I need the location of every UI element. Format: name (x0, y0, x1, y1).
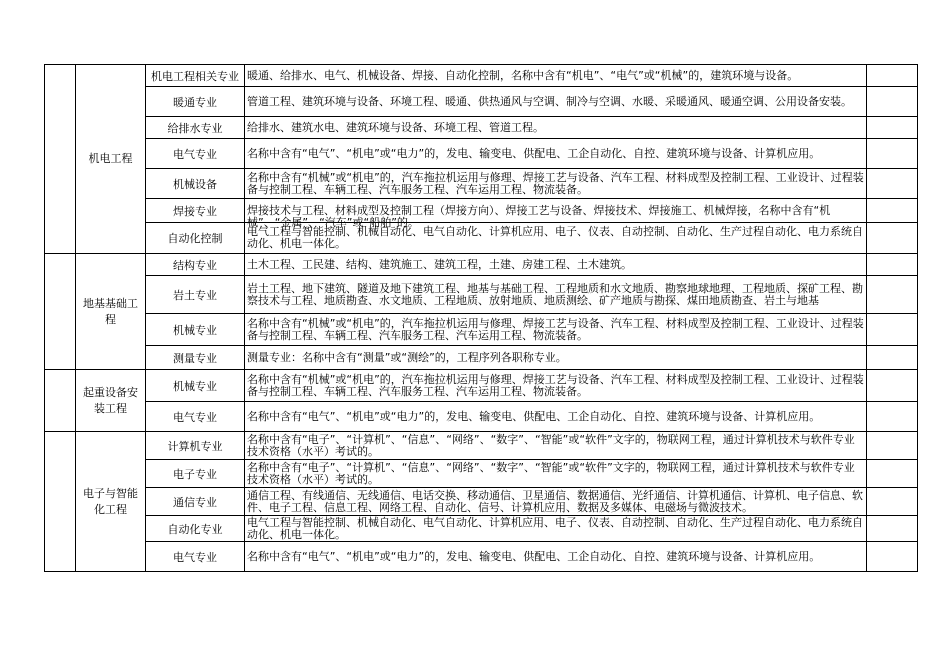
description-text: 测量专业：名称中含有“测量”或“测绘”的，工程序列各职称专业。 (247, 350, 567, 364)
major-cell: 暖通专业 (146, 87, 245, 117)
blank-cell (867, 460, 918, 488)
blank-cell (867, 314, 918, 346)
table-row (45, 169, 918, 199)
table-row (45, 460, 918, 488)
blank-cell (867, 169, 918, 199)
category-cell: 机电工程 (76, 65, 146, 254)
table-row (45, 254, 918, 276)
major-cell: 电气专业 (146, 542, 245, 572)
major-cell: 岩土专业 (146, 276, 245, 314)
table-row (45, 370, 918, 402)
major-cell: 机械专业 (146, 314, 245, 346)
table-row (45, 432, 918, 460)
description-text: 名称中含有“电气”、“机电”或“电力”的，发电、输变电、供配电、工企自动化、自控、建筑环境与设备、计算机应用。 (247, 409, 821, 423)
description-cell (245, 314, 867, 346)
table-row (45, 139, 918, 169)
description-text: 岩土工程、地下建筑、隧道及地下建筑工程、地基与基础工程、工程地质和水文地质、勘察地球地理、工程地质、探矿工程、勘察技术与工程、地质勘查、水文地质、工程地质、放射地质、地质测绘、矿产地质与勘探、煤田地质勘查、岩土与地基 (247, 281, 863, 307)
major-cell: 电子专业 (146, 460, 245, 488)
blank-cell (45, 432, 76, 572)
description-text: 土木工程、工民建、结构、建筑施工、建筑工程，土建、房建工程、土木建筑。 (247, 257, 632, 271)
description-cell (245, 276, 867, 314)
major-cell: 自动化控制 (146, 223, 245, 254)
description-cell (245, 139, 867, 169)
description-text: 名称中含有“电气”、“机电”或“电力”的，发电、输变电、供配电、工企自动化、自控、建筑环境与设备、计算机应用。 (247, 146, 821, 160)
blank-cell (867, 117, 918, 139)
category-cell: 电子与智能化工程 (76, 432, 146, 572)
description-cell (245, 223, 867, 254)
description-text: 名称中含有“机械”或“机电”的，汽车拖拉机运用与修理、焊接工艺与设备、汽车工程、材料成型及控制工程、工业设计、过程装备与控制工程、车辆工程、汽车服务工程、汽车运用工程、物流装备。 (247, 170, 864, 196)
major-cell: 机电工程相关专业 (146, 65, 245, 87)
table-row (45, 314, 918, 346)
description-cell (245, 542, 867, 572)
table-row (45, 542, 918, 572)
description-cell (245, 346, 867, 370)
majors-table (44, 64, 918, 572)
description-cell (245, 516, 867, 542)
description-text: 暖通、给排水、电气、机械设备、焊接、自动化控制，名称中含有“机电”、“电气”或“机械”的，建筑环境与设备。 (247, 68, 799, 82)
blank-cell (867, 516, 918, 542)
description-text: 名称中含有“电气”、“机电”或“电力”的，发电、输变电、供配电、工企自动化、自控、建筑环境与设备、计算机应用。 (247, 549, 821, 563)
description-cell (245, 199, 867, 229)
blank-cell (867, 488, 918, 516)
major-cell: 计算机专业 (146, 432, 245, 460)
table-row (45, 276, 918, 314)
description-cell (245, 432, 867, 460)
table-row (45, 516, 918, 542)
blank-cell (867, 65, 918, 87)
table-row (45, 488, 918, 516)
description-cell (245, 402, 867, 432)
blank-cell (867, 254, 918, 276)
description-text: 给排水、建筑水电、建筑环境与设备、环境工程、管道工程。 (247, 120, 544, 134)
blank-cell (867, 370, 918, 402)
major-cell: 测量专业 (146, 346, 245, 370)
blank-cell (867, 346, 918, 370)
blank-cell (867, 276, 918, 314)
major-cell: 焊接专业 (146, 199, 245, 223)
table-row (45, 117, 918, 139)
major-cell: 给排水专业 (146, 117, 245, 139)
blank-cell (867, 542, 918, 572)
table-row (45, 65, 918, 87)
table-row (45, 346, 918, 370)
blank-cell (867, 432, 918, 460)
blank-cell (867, 139, 918, 169)
major-cell: 电气专业 (146, 402, 245, 432)
description-text: 电气工程与智能控制、机械自动化、电气自动化、计算机应用、电子、仪表、自动控制、自动化、生产过程自动化、电力系统自动化、机电一体化。 (247, 515, 863, 541)
description-cell (245, 87, 867, 117)
description-text: 电气工程与智能控制、机械自动化、电气自动化、计算机应用、电子、仪表、自动控制、自动化、生产过程自动化、电力系统自动化、机电一体化。 (247, 225, 863, 250)
description-text: 名称中含有“电子”、“计算机”、“信息”、“网络”、“数字”、“智能”或“软件”文字的，物联网工程，通过计算机技术与软件专业技术资格（水平）考试的。 (247, 460, 855, 486)
major-cell: 机械设备 (146, 169, 245, 199)
blank-cell (45, 370, 76, 432)
major-cell: 自动化专业 (146, 516, 245, 542)
table-row (45, 199, 918, 223)
table-row (45, 402, 918, 432)
description-text: 名称中含有“机械”或“机电”的，汽车拖拉机运用与修理、焊接工艺与设备、汽车工程、材料成型及控制工程、工业设计、过程装备与控制工程、车辆工程、汽车服务工程、汽车运用工程、物流装备。 (247, 372, 864, 398)
description-text: 名称中含有“电子”、“计算机”、“信息”、“网络”、“数字”、“智能”或“软件”文字的，物联网工程，通过计算机技术与软件专业技术资格（水平）考试的。 (247, 432, 855, 458)
blank-cell (867, 199, 918, 223)
major-cell: 机械专业 (146, 370, 245, 402)
blank-cell (45, 65, 76, 254)
description-cell (245, 117, 867, 139)
major-cell: 通信专业 (146, 488, 245, 516)
description-text: 名称中含有“机械”或“机电”的，汽车拖拉机运用与修理、焊接工艺与设备、汽车工程、材料成型及控制工程、工业设计、过程装备与控制工程、车辆工程、汽车服务工程、汽车运用工程、物流装备。 (247, 316, 864, 342)
description-cell (245, 488, 867, 516)
table-row (45, 87, 918, 117)
category-cell: 地基基础工程 (76, 254, 146, 370)
category-cell: 起重设备安装工程 (76, 370, 146, 432)
description-cell (245, 370, 867, 402)
blank-cell (45, 254, 76, 370)
blank-cell (867, 223, 918, 254)
description-cell (245, 460, 867, 488)
table-row (45, 223, 918, 254)
description-text: 焊接技术与工程、材料成型及控制工程（焊接方向）、焊接工艺与设备、焊接技术、焊接施工、机械焊接，名称中含有“机械”、“金属”、“汽车”或“船舶”的。 (247, 203, 831, 229)
description-cell (245, 65, 867, 87)
description-cell (245, 169, 867, 199)
blank-cell (867, 87, 918, 117)
major-cell: 结构专业 (146, 254, 245, 276)
major-cell: 电气专业 (146, 139, 245, 169)
description-text: 通信工程、有线通信、无线通信、电话交换、移动通信、卫星通信、数据通信、光纤通信、计算机通信、计算机、电子信息、软件、电子工程、信息工程、网络工程、自动化、信号、计算机应用、数据及多媒体、电磁场与微波技术。 (247, 488, 863, 514)
description-cell (245, 254, 867, 276)
description-text: 管道工程、建筑环境与设备、环境工程、暖通、供热通风与空调、制冷与空调、水暖、采暖通风、暖通空调、公用设备安装。 (247, 94, 852, 108)
blank-cell (867, 402, 918, 432)
